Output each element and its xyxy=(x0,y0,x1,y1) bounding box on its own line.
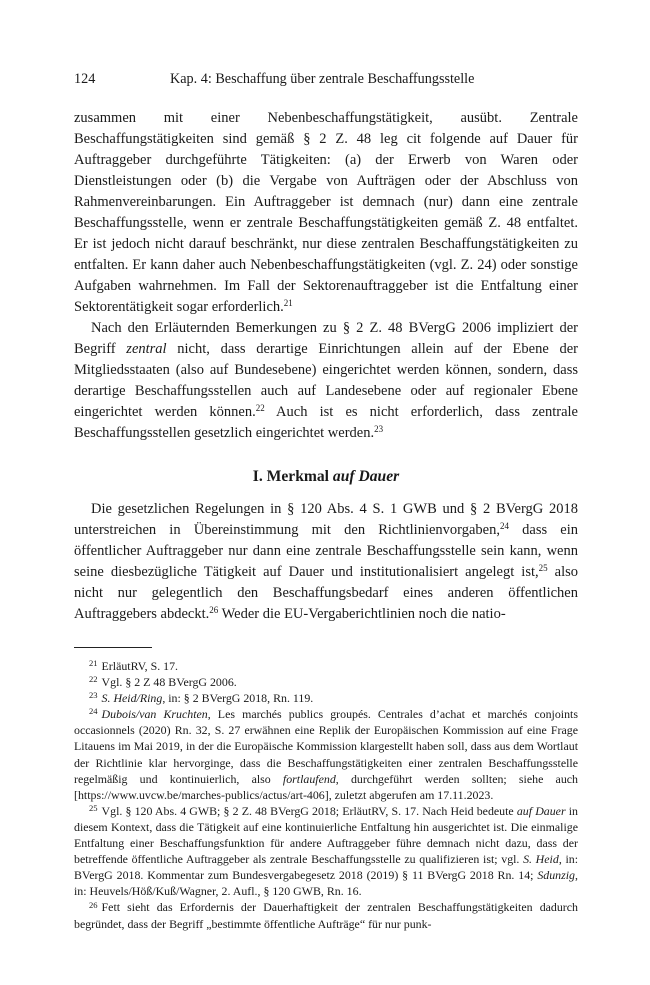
paragraph-2-text: Auch ist es nicht erforderlich, dass zentrale Beschaffungsstellen gesetzlich eingerichtet werden. xyxy=(74,404,578,441)
footnotes xyxy=(74,658,578,932)
paragraph-3 xyxy=(74,499,578,625)
page xyxy=(74,70,578,932)
footnote-marker: 26 xyxy=(89,899,98,910)
footnote-text: Fett sieht das Erfordernis der Dauerhaftigkeit der zentralen Beschaffungstätigkeiten dadurch begründet, dass der Begriff „bestimmte öffentliche Aufträge“ für nur punk- xyxy=(74,900,578,931)
footnote-separator xyxy=(74,647,152,648)
heading-text: I. Merkmal xyxy=(252,468,333,485)
running-title: Kap. 4: Beschaffung über zentrale Beschaffungsstelle xyxy=(170,71,475,87)
paragraph-3-text: dass ein öffentlicher Auftraggeber nur dann eine zentrale Beschaffungsstelle sein kann, wenn seine diesbezügliche Tätigkeit auf Dauer und institutionalisiert angelegt ist, xyxy=(74,522,578,580)
footnote-ref-21[interactable]: 21 xyxy=(283,298,293,309)
footnote-marker: 22 xyxy=(89,674,98,685)
footnote-text: , in: Heuvels/Höß/Kuß/Wagner, 2. Aufl., § 120 GWB, Rn. 16. xyxy=(74,868,578,899)
footnote-23 xyxy=(74,690,578,706)
footnote-text: , in: BVergG 2018. Kommentar zum Bundesvergabegesetz 2018 (2019) § 11 BVergG 2018 Rn. 14; xyxy=(74,852,579,883)
emphasis: auf Dauer xyxy=(516,803,566,818)
footnote-21 xyxy=(74,658,578,674)
footnote-marker: 21 xyxy=(89,658,98,669)
footnote-22 xyxy=(74,674,578,690)
footnote-text: , durchgeführt werden sollten; siehe auch [https://www.uvcw.be/marches-publics/actus/art-406], zuletzt abgerufen am 17.11.2023. xyxy=(74,771,578,802)
paragraph-2-text: Nach den Erläuternden Bemerkungen zu § 2 Z. 48 BVergG 2006 impliziert der Begriff xyxy=(74,320,578,357)
footnote-text: , Les marchés publics groupés. Centrales d’achat et marchés conjoints occasionnels (2020) Rn. 32, S. 27 erwähnen eine Replik der Europäischen Kommission auf eine Frage Litauens im Mai 2019, in der die Europäische Kommission klargestellt haben soll, dass aus dem Wortlaut der Richtlinie klar hervorginge, dass die Beschaffungstätigkeiten einer zentralen Beschaffungsstelle regelmäßig und kontinuierlich, also xyxy=(74,707,578,786)
footnote-marker: 25 xyxy=(89,803,98,813)
paragraph-1 xyxy=(74,108,578,318)
paragraph-3-text: Die gesetzlichen Regelungen in § 120 Abs. 4 S. 1 GWB und § 2 BVergG 2018 unterstreichen in Übereinstimmung mit den Richtlinienvorgaben, xyxy=(74,501,578,538)
footnote-ref-24[interactable]: 24 xyxy=(499,521,509,532)
paragraph-2 xyxy=(74,318,578,444)
page-number: 124 xyxy=(74,71,96,87)
footnote-ref-25[interactable]: 25 xyxy=(538,563,548,574)
section-heading xyxy=(74,466,578,487)
footnote-ref-26[interactable]: 26 xyxy=(209,605,219,616)
main-text xyxy=(74,108,578,625)
footnote-text: Vgl. § 120 Abs. 4 GWB; § 2 Z. 48 BVergG 2018; ErläutRV, S. 17. Nach Heid bedeute xyxy=(101,803,517,818)
paragraph-1-text: zusammen mit einer Nebenbeschaffungstätigkeit, ausübt. Zentrale Beschaffungstätigkeiten sind gemäß § 2 Z. 48 leg cit folgende auf Dauer für Auftraggeber durchgeführte Tätigkeiten: (a) der Erwerb von Waren oder Dienstleistungen oder (b) die Vergabe von Aufträgen oder der Abschluss von Rahmenvereinbarungen. Ein Auftraggeber ist demnach (nur) dann eine zentrale Beschaffungsstelle, wenn er zentrale Beschaffungstätigkeiten gemäß Z. 48 entfaltet. Er ist jedoch nicht darauf beschränkt, nur diese zentralen Beschaffungstätigkeiten zu entfalten. Er kann daher auch Nebenbeschaffungstätigkeiten (vgl. Z. 24) oder sonstige Aufgaben wahrnehmen. Im Fall der Sektorenauftraggeber ist die Entfaltung einer Sektorentätigkeit sogar erforderlich. xyxy=(74,110,578,315)
footnote-text: ErläutRV, S. 17. xyxy=(101,659,178,673)
paragraph-3-text: Weder die EU-Vergaberichtlinien noch die natio- xyxy=(218,606,506,622)
author-name: Dubois/van Kruchten xyxy=(101,707,208,722)
emphasis: fortlaufend xyxy=(282,771,336,786)
footnote-text: Vgl. § 2 Z 48 BVergG 2006. xyxy=(101,675,237,690)
footnote-ref-22[interactable]: 22 xyxy=(255,403,265,414)
footnote-ref-23[interactable]: 23 xyxy=(374,424,384,435)
paragraph-2-text: nicht, dass derartige Einrichtungen allein auf der Ebene der Mitgliedsstaaten (also auf Bundesebene) eingerichtet werden können, sondern, dass derartige Beschaffungsstellen auch auf Landesebene oder auf regionaler Ebene eingerichtet werden können. xyxy=(74,341,578,420)
footnote-marker: 23 xyxy=(89,690,98,701)
footnote-24 xyxy=(74,706,578,803)
paragraph-3-text: also nicht nur gelegentlich den Beschaffungsbedarf eines anderen öffentlichen Auftraggebers abdeckt. xyxy=(74,564,578,622)
footnote-text: in diesem Kontext, dass die Tätigkeit auf eine kontinuierliche Entfaltung hin ausgerichtet ist. Die einmalige Entfaltung einer Beschaffungsfunktion für andere Auftraggeber führe demnach nicht dazu, dass der betreffende öffentliche Auftraggeber als zentrale Beschaffungsstelle zu qualifizieren ist; vgl. xyxy=(74,803,578,867)
footnote-text: , in: § 2 BVergG 2018, Rn. 119. xyxy=(162,691,314,706)
running-header xyxy=(74,70,578,88)
emphasis-zentral: zentral xyxy=(126,341,167,357)
author-name: S. Heid xyxy=(523,852,559,867)
heading-emphasis: auf Dauer xyxy=(332,468,400,485)
footnote-25 xyxy=(74,803,578,900)
author-name: S. Heid/Ring xyxy=(101,691,163,706)
author-name: Sdunzig xyxy=(537,868,576,883)
footnote-marker: 24 xyxy=(89,706,98,717)
footnote-26 xyxy=(74,899,578,931)
